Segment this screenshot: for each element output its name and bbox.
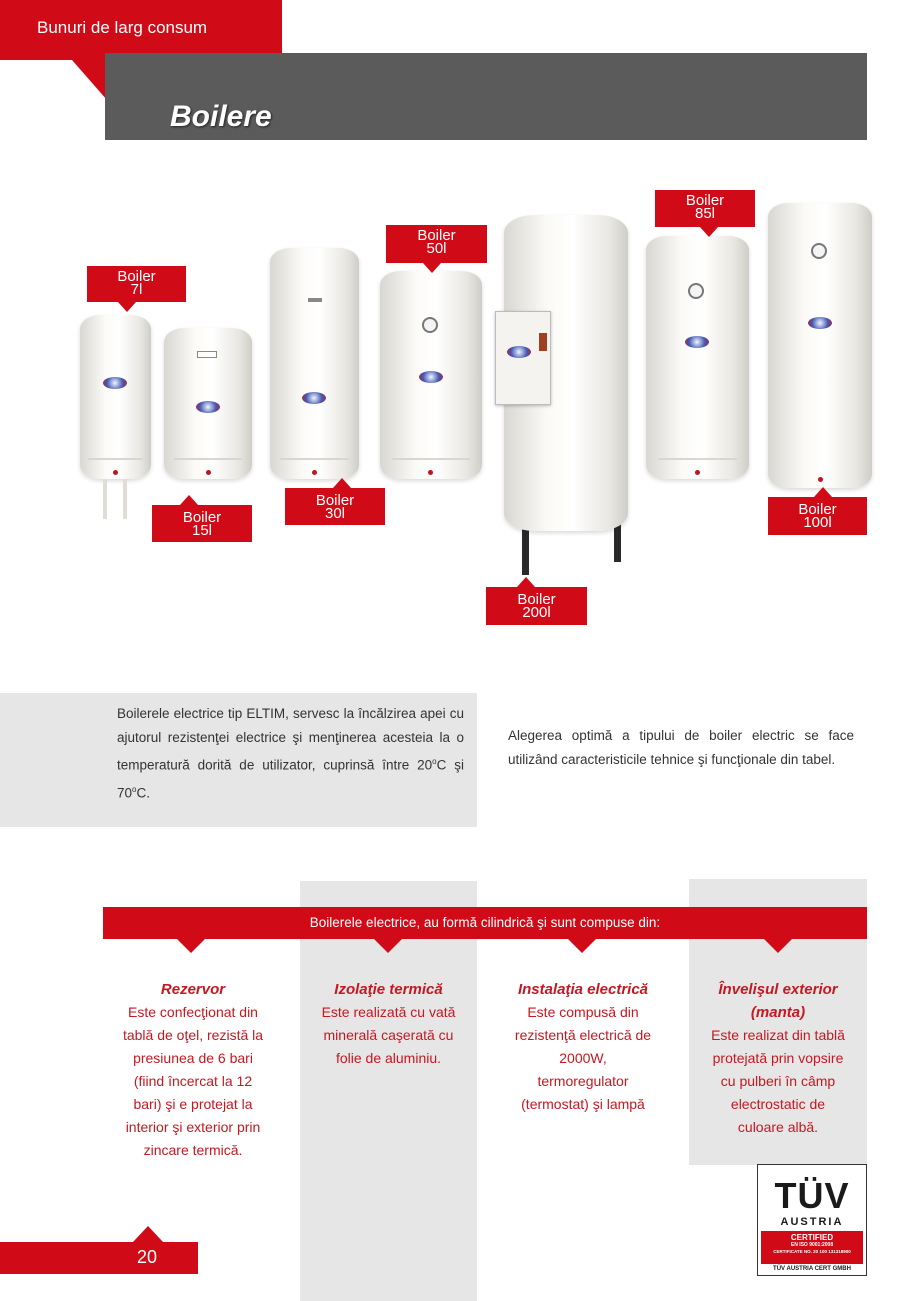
component-line: Este realizată cu vată (321, 1004, 456, 1020)
product-label-100l-pointer (814, 487, 832, 497)
tuv-certification-logo (757, 1164, 867, 1276)
product-label-7l: Boiler 7l (87, 266, 186, 302)
component-line: (termostat) şi lampă (521, 1096, 645, 1112)
page-number-pointer (133, 1226, 163, 1242)
tuv-standard: EN ISO 9001:2008 (790, 1242, 834, 1248)
component-title-subtitle: (manta) (750, 1004, 806, 1021)
component-line: 2000W, (559, 1050, 607, 1066)
tuv-certified: CERTIFIED (790, 1233, 834, 1242)
product-label-30l: Boiler 30l (285, 488, 385, 525)
product-label-50l: Boiler 50l (386, 225, 487, 263)
component-line: minerală caşerată cu (323, 1027, 454, 1043)
product-label-7l-pointer (118, 302, 136, 312)
page-number (0, 1242, 198, 1274)
component-line: (fiind încercat la 12 (133, 1073, 253, 1089)
boiler-15l-image (164, 328, 252, 479)
control-box (495, 311, 551, 405)
product-label-200l: Boiler 200l (486, 587, 587, 625)
boiler-7l-image (80, 315, 151, 479)
component-title: Izolaţie termică (334, 981, 443, 998)
product-label-85l-pointer (700, 227, 718, 237)
product-label-15l-pointer (180, 495, 198, 505)
component-line: protejată prin vopsire (712, 1050, 844, 1066)
component-title: Învelişul exterior (718, 981, 838, 998)
column-pointer-1 (177, 939, 205, 953)
boiler-85l-image (646, 236, 749, 479)
component-instalatie (492, 978, 674, 1116)
pipe-connector (103, 479, 127, 519)
boiler-100l-image (768, 203, 872, 488)
component-line: cu pulberi în câmp (720, 1073, 836, 1089)
component-line: tablă de oţel, rezistă la (122, 1027, 264, 1043)
component-line: presiunea de 6 bari (133, 1050, 253, 1066)
component-title: Instalaţia electrică (517, 981, 649, 998)
product-label-100l: Boiler 100l (768, 497, 867, 535)
column-pointer-2 (374, 939, 402, 953)
component-line: electrostatic de (730, 1096, 826, 1112)
tuv-company: TÜV AUSTRIA CERT GMBH (773, 1266, 851, 1272)
tuv-certificate-number: CERTIFICATE NO. 20 100 131318900 (773, 1249, 851, 1254)
component-line: Este confecţionat din (128, 1004, 258, 1020)
page-title: Boilere (170, 100, 272, 133)
column-pointer-3 (568, 939, 596, 953)
category-label: Bunuri de larg consum (37, 18, 208, 37)
product-label-85l: Boiler 85l (655, 190, 755, 227)
column-pointer-4 (764, 939, 792, 953)
product-label-50l-pointer (423, 263, 441, 273)
tuv-cert-box (761, 1231, 863, 1264)
category-tab (0, 0, 282, 60)
component-rezervor (110, 978, 276, 1162)
component-line: rezistenţă electrică de (514, 1027, 652, 1043)
product-label-30l-pointer (333, 478, 351, 488)
intro-paragraph-right: Alegerea optimă a tipului de boiler electric se face utilizând caracteristicile tehnice şi funcţionale din tabel. (508, 728, 854, 767)
boiler-200l-image (504, 215, 628, 531)
component-line: termoregulator (537, 1073, 629, 1089)
component-izolatie (300, 978, 477, 1070)
intro-paragraph-left: Boilerele electrice tip ELTIM, servesc la încălzirea apei cu ajutorul rezistenţei electrice şi menţinerea acesteia la o temperatură dorită de utilizator, cuprinsă între 20$^o$C şi 70$^o$C. (117, 706, 464, 800)
component-invelis (692, 978, 864, 1139)
component-line: interior şi exterior prin (125, 1119, 261, 1135)
component-line: folie de aluminiu. (335, 1050, 442, 1066)
component-line: Este compusă din (527, 1004, 639, 1020)
boiler-30l-image (270, 248, 359, 479)
tuv-country: AUSTRIA (780, 1216, 844, 1228)
boiler-50l-image (380, 271, 482, 479)
component-line: bari) şi e protejat la (133, 1096, 253, 1112)
product-label-200l-pointer (517, 577, 535, 587)
component-title: Rezervor (160, 981, 226, 998)
page-number-label: 20 (137, 1247, 158, 1267)
component-line: culoare albă. (737, 1119, 819, 1135)
component-line: Este realizat din tablă (711, 1027, 845, 1043)
tuv-brand: TÜV (774, 1175, 850, 1216)
components-heading: Boilerele electrice, au formă cilindrică şi sunt compuse din: (103, 907, 867, 939)
product-label-15l: Boiler 15l (152, 505, 252, 542)
component-line: zincare termică. (143, 1142, 243, 1158)
